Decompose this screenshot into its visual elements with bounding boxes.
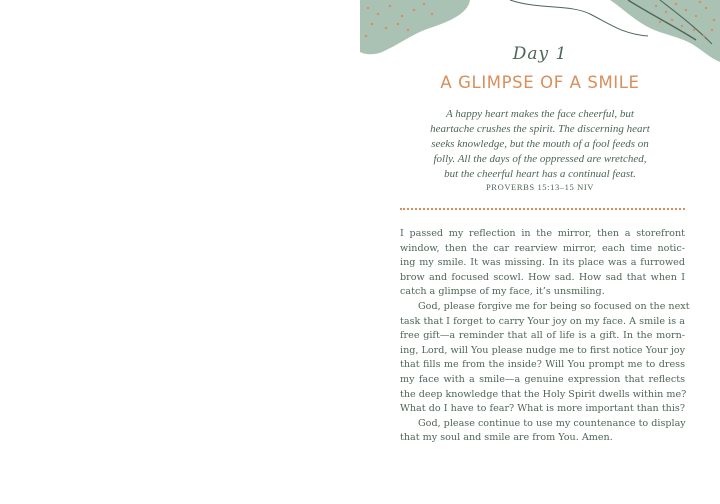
body-line: window, then the car rearview mirror, each time notic- — [400, 242, 685, 254]
body-line: my face with a smile—a genuine expression that reflects — [400, 373, 685, 385]
body-line: What do I have to fear? What is more important than this? — [400, 403, 685, 415]
body-line: free gift—a reminder that all of life is a gift. In the morn- — [400, 330, 685, 342]
right-page — [360, 0, 720, 504]
dotted-divider — [400, 208, 685, 210]
verse-line: seeks knowledge, but the mouth of a fool feeds on — [431, 138, 649, 150]
day-label: Day 1 — [512, 44, 568, 64]
body-line: brow and focused scowl. How sad. How sad that when I — [400, 271, 685, 283]
devotion-title: A GLIMPSE OF A SMILE — [440, 73, 640, 92]
body-line: that my soul and smile are from You. Amen. — [400, 432, 613, 444]
body-line: catch a glimpse of my face, it’s unsmiling. — [400, 286, 605, 298]
scripture-reference: PROVERBS 15:13–15 NIV — [485, 182, 594, 192]
body-line: that fills me from the inside? Will You prompt me to dress — [400, 359, 685, 371]
body-line: God, please forgive me for being so focused on the next — [418, 300, 690, 312]
devotion-body — [400, 227, 690, 446]
decorative-header-art — [360, 0, 720, 80]
verse-line: heartache crushes the spirit. The discerning heart — [430, 123, 650, 135]
body-line: ing, Lord, will You please nudge me to first notice Your joy — [400, 344, 685, 356]
verse-line: A happy heart makes the face cheerful, but — [446, 108, 634, 120]
body-line: I passed my reflection in the mirror, then a storefront — [400, 228, 685, 239]
scripture-verse — [408, 107, 672, 182]
body-line: God, please continue to use my countenance to display — [418, 417, 686, 429]
body-line: ing my smile. It was missing. In its place was a furrowed — [400, 257, 685, 269]
body-line: task that I forget to carry Your joy on my face. A smile is a — [400, 315, 685, 327]
body-line: the deep knowledge that the Holy Spirit dwells within me? — [400, 388, 687, 400]
verse-line: but the cheerful heart has a continual feast. — [444, 168, 636, 180]
verse-line: folly. All the days of the oppressed are wretched, — [433, 153, 647, 165]
